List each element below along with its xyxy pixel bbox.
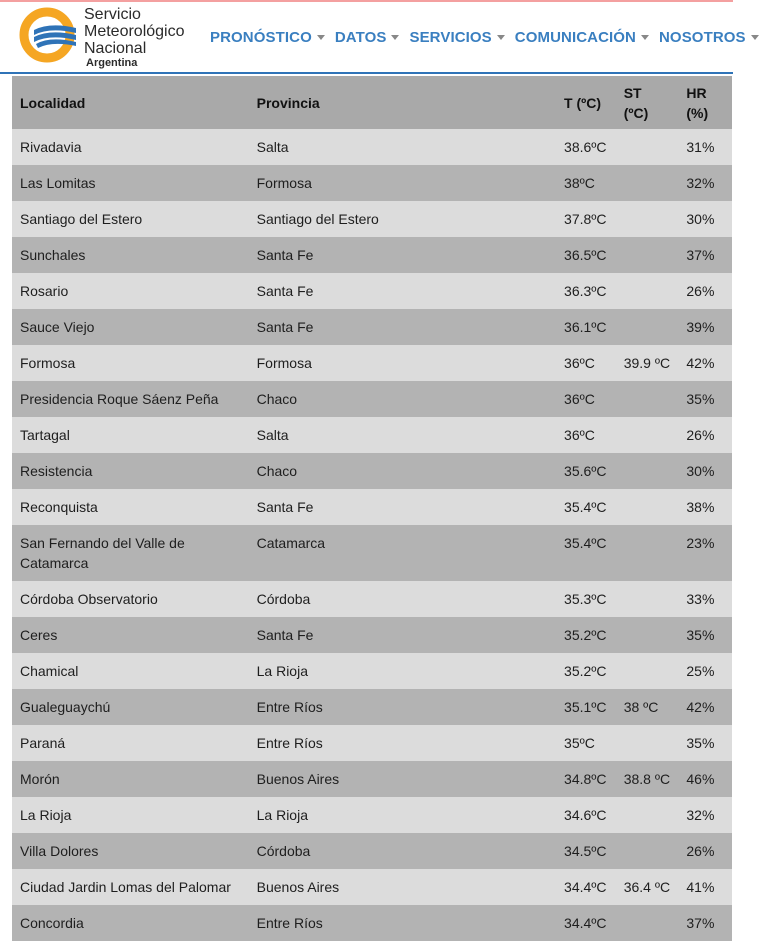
table-body	[12, 129, 732, 941]
cell-humedad: 23%	[678, 525, 732, 581]
table-row	[12, 453, 732, 489]
table-row	[12, 201, 732, 237]
cell-localidad: Reconquista	[12, 489, 249, 525]
cell-temperatura: 38.6ºC	[556, 129, 616, 165]
cell-localidad: Rosario	[12, 273, 249, 309]
cell-temperatura: 36.3ºC	[556, 273, 616, 309]
cell-localidad: Resistencia	[12, 453, 249, 489]
cell-temperatura: 34.4ºC	[556, 905, 616, 941]
table-row	[12, 617, 732, 653]
cell-provincia: Santa Fe	[249, 237, 556, 273]
nav-label: PRONÓSTICO	[210, 29, 312, 46]
cell-localidad: Concordia	[12, 905, 249, 941]
cell-localidad: Sunchales	[12, 237, 249, 273]
cell-localidad: Gualeguaychú	[12, 689, 249, 725]
nav-label: DATOS	[334, 29, 387, 46]
cell-humedad: 26%	[678, 833, 732, 869]
header-localidad: Localidad	[12, 76, 249, 129]
cell-sensacion-termica: 38.8 ºC	[616, 761, 679, 797]
caret-down-icon	[751, 35, 759, 40]
cell-provincia: Chaco	[249, 453, 556, 489]
cell-provincia: Córdoba	[249, 581, 556, 617]
cell-sensacion-termica	[616, 617, 679, 653]
nav-label: NOSOTROS	[659, 29, 746, 46]
cell-provincia: Formosa	[249, 165, 556, 201]
cell-provincia: La Rioja	[249, 797, 556, 833]
cell-sensacion-termica	[616, 165, 679, 201]
cell-sensacion-termica	[616, 201, 679, 237]
cell-provincia: Buenos Aires	[249, 761, 556, 797]
table-row	[12, 653, 732, 689]
header-humedad	[678, 76, 732, 129]
nav-item-servicios[interactable]	[409, 29, 504, 46]
cell-humedad: 32%	[678, 165, 732, 201]
cell-temperatura: 36.1ºC	[556, 309, 616, 345]
cell-humedad: 35%	[678, 617, 732, 653]
cell-sensacion-termica	[616, 273, 679, 309]
nav-label: COMUNICACIÓN	[514, 29, 636, 46]
cell-localidad: Ciudad Jardin Lomas del Palomar	[12, 869, 249, 905]
cell-sensacion-termica	[616, 489, 679, 525]
site-header	[0, 0, 746, 74]
cell-localidad: Presidencia Roque Sáenz Peña	[12, 381, 249, 417]
cell-temperatura: 35.2ºC	[556, 617, 616, 653]
cell-temperatura: 35.3ºC	[556, 581, 616, 617]
table-row	[12, 905, 732, 941]
caret-down-icon	[497, 35, 505, 40]
cell-temperatura: 34.5ºC	[556, 833, 616, 869]
table-row	[12, 129, 732, 165]
cell-temperatura: 36.5ºC	[556, 237, 616, 273]
table-row	[12, 581, 732, 617]
cell-sensacion-termica	[616, 417, 679, 453]
cell-temperatura: 35.4ºC	[556, 525, 616, 581]
cell-localidad: Córdoba Observatorio	[12, 581, 249, 617]
smn-logo-icon	[20, 8, 78, 62]
header-st-line1: ST	[623, 84, 642, 101]
cell-provincia: Buenos Aires	[249, 869, 556, 905]
cell-temperatura: 35.1ºC	[556, 689, 616, 725]
table-row	[12, 345, 732, 381]
cell-humedad: 30%	[678, 453, 732, 489]
cell-localidad: Morón	[12, 761, 249, 797]
cell-humedad: 32%	[678, 797, 732, 833]
cell-temperatura: 37.8ºC	[556, 201, 616, 237]
cell-temperatura: 36ºC	[556, 417, 616, 453]
table-row	[12, 237, 732, 273]
header-provincia: Provincia	[249, 76, 556, 129]
cell-humedad: 42%	[678, 689, 732, 725]
header-sensacion-termica	[616, 76, 679, 129]
nav-item-nosotros[interactable]	[659, 29, 759, 46]
caret-down-icon	[317, 35, 325, 40]
cell-humedad: 25%	[678, 653, 732, 689]
cell-sensacion-termica	[616, 797, 679, 833]
cell-temperatura: 34.4ºC	[556, 869, 616, 905]
table-row	[12, 309, 732, 345]
caret-down-icon	[641, 35, 649, 40]
cell-provincia: Entre Ríos	[249, 905, 556, 941]
cell-localidad: Santiago del Estero	[12, 201, 249, 237]
table-row	[12, 525, 732, 581]
cell-humedad: 37%	[678, 905, 732, 941]
table-row	[12, 797, 732, 833]
header-hr-line1: HR	[686, 84, 707, 101]
table-row	[12, 833, 732, 869]
cell-sensacion-termica	[616, 725, 679, 761]
cell-sensacion-termica	[616, 129, 679, 165]
cell-temperatura: 35.2ºC	[556, 653, 616, 689]
cell-humedad: 31%	[678, 129, 732, 165]
table-row	[12, 689, 732, 725]
cell-provincia: Santa Fe	[249, 617, 556, 653]
cell-humedad: 38%	[678, 489, 732, 525]
cell-humedad: 26%	[678, 417, 732, 453]
cell-humedad: 33%	[678, 581, 732, 617]
cell-humedad: 46%	[678, 761, 732, 797]
nav-item-pronostico[interactable]	[210, 29, 325, 46]
cell-provincia: Salta	[249, 129, 556, 165]
header-hr-line2: (%)	[686, 104, 709, 121]
cell-localidad: San Fernando del Valle de Catamarca	[12, 525, 249, 581]
table-row	[12, 273, 732, 309]
cell-provincia: Salta	[249, 417, 556, 453]
cell-sensacion-termica	[616, 381, 679, 417]
cell-sensacion-termica: 36.4 ºC	[616, 869, 679, 905]
table-row	[12, 725, 732, 761]
cell-temperatura: 38ºC	[556, 165, 616, 201]
table-row	[12, 165, 732, 201]
cell-sensacion-termica	[616, 525, 679, 581]
cell-temperatura: 36ºC	[556, 345, 616, 381]
cell-temperatura: 36ºC	[556, 381, 616, 417]
cell-temperatura: 35ºC	[556, 725, 616, 761]
logo-text-argentina: Argentina	[86, 57, 138, 69]
cell-provincia: Catamarca	[249, 525, 556, 581]
nav-item-datos[interactable]	[335, 29, 400, 46]
cell-provincia: Entre Ríos	[249, 689, 556, 725]
caret-down-icon	[391, 35, 399, 40]
cell-temperatura: 34.6ºC	[556, 797, 616, 833]
nav-label: SERVICIOS	[409, 29, 492, 46]
cell-humedad: 26%	[678, 273, 732, 309]
cell-humedad: 39%	[678, 309, 732, 345]
temperature-table-container	[12, 76, 732, 941]
header-st-line2: (ºC)	[623, 104, 649, 121]
cell-temperatura: 34.8ºC	[556, 761, 616, 797]
header-temperatura: T (ºC)	[556, 76, 616, 129]
cell-sensacion-termica	[616, 833, 679, 869]
cell-sensacion-termica	[616, 905, 679, 941]
cell-provincia: La Rioja	[249, 653, 556, 689]
cell-humedad: 30%	[678, 201, 732, 237]
cell-localidad: Villa Dolores	[12, 833, 249, 869]
cell-humedad: 35%	[678, 381, 732, 417]
cell-sensacion-termica	[616, 653, 679, 689]
cell-localidad: La Rioja	[12, 797, 249, 833]
cell-humedad: 42%	[678, 345, 732, 381]
cell-localidad: Ceres	[12, 617, 249, 653]
cell-localidad: Formosa	[12, 345, 249, 381]
table-header-row	[12, 76, 732, 129]
cell-humedad: 37%	[678, 237, 732, 273]
cell-provincia: Formosa	[249, 345, 556, 381]
cell-provincia: Chaco	[249, 381, 556, 417]
table-row	[12, 869, 732, 905]
cell-sensacion-termica: 38 ºC	[616, 689, 679, 725]
cell-sensacion-termica: 39.9 ºC	[616, 345, 679, 381]
cell-temperatura: 35.4ºC	[556, 489, 616, 525]
logo-text-meteorologico: Meteorológico	[84, 23, 185, 40]
site-logo[interactable]	[20, 6, 200, 69]
cell-provincia: Santa Fe	[249, 309, 556, 345]
cell-sensacion-termica	[616, 581, 679, 617]
cell-provincia: Córdoba	[249, 833, 556, 869]
logo-text-nacional: Nacional	[84, 40, 147, 57]
cell-localidad: Rivadavia	[12, 129, 249, 165]
cell-localidad: Tartagal	[12, 417, 249, 453]
nav-item-comunicacion[interactable]	[515, 29, 649, 46]
cell-localidad: Sauce Viejo	[12, 309, 249, 345]
table-row	[12, 489, 732, 525]
table-row	[12, 381, 732, 417]
cell-provincia: Santa Fe	[249, 273, 556, 309]
cell-sensacion-termica	[616, 237, 679, 273]
cell-provincia: Santa Fe	[249, 489, 556, 525]
table-row	[12, 761, 732, 797]
cell-sensacion-termica	[616, 309, 679, 345]
cell-humedad: 41%	[678, 869, 732, 905]
cell-localidad: Paraná	[12, 725, 249, 761]
cell-humedad: 35%	[678, 725, 732, 761]
cell-provincia: Santiago del Estero	[249, 201, 556, 237]
main-nav	[210, 29, 759, 46]
cell-temperatura: 35.6ºC	[556, 453, 616, 489]
cell-sensacion-termica	[616, 453, 679, 489]
logo-text-servicio: Servicio	[84, 6, 141, 23]
table-row	[12, 417, 732, 453]
temperature-table	[12, 76, 732, 941]
cell-provincia: Entre Ríos	[249, 725, 556, 761]
cell-localidad: Chamical	[12, 653, 249, 689]
cell-localidad: Las Lomitas	[12, 165, 249, 201]
